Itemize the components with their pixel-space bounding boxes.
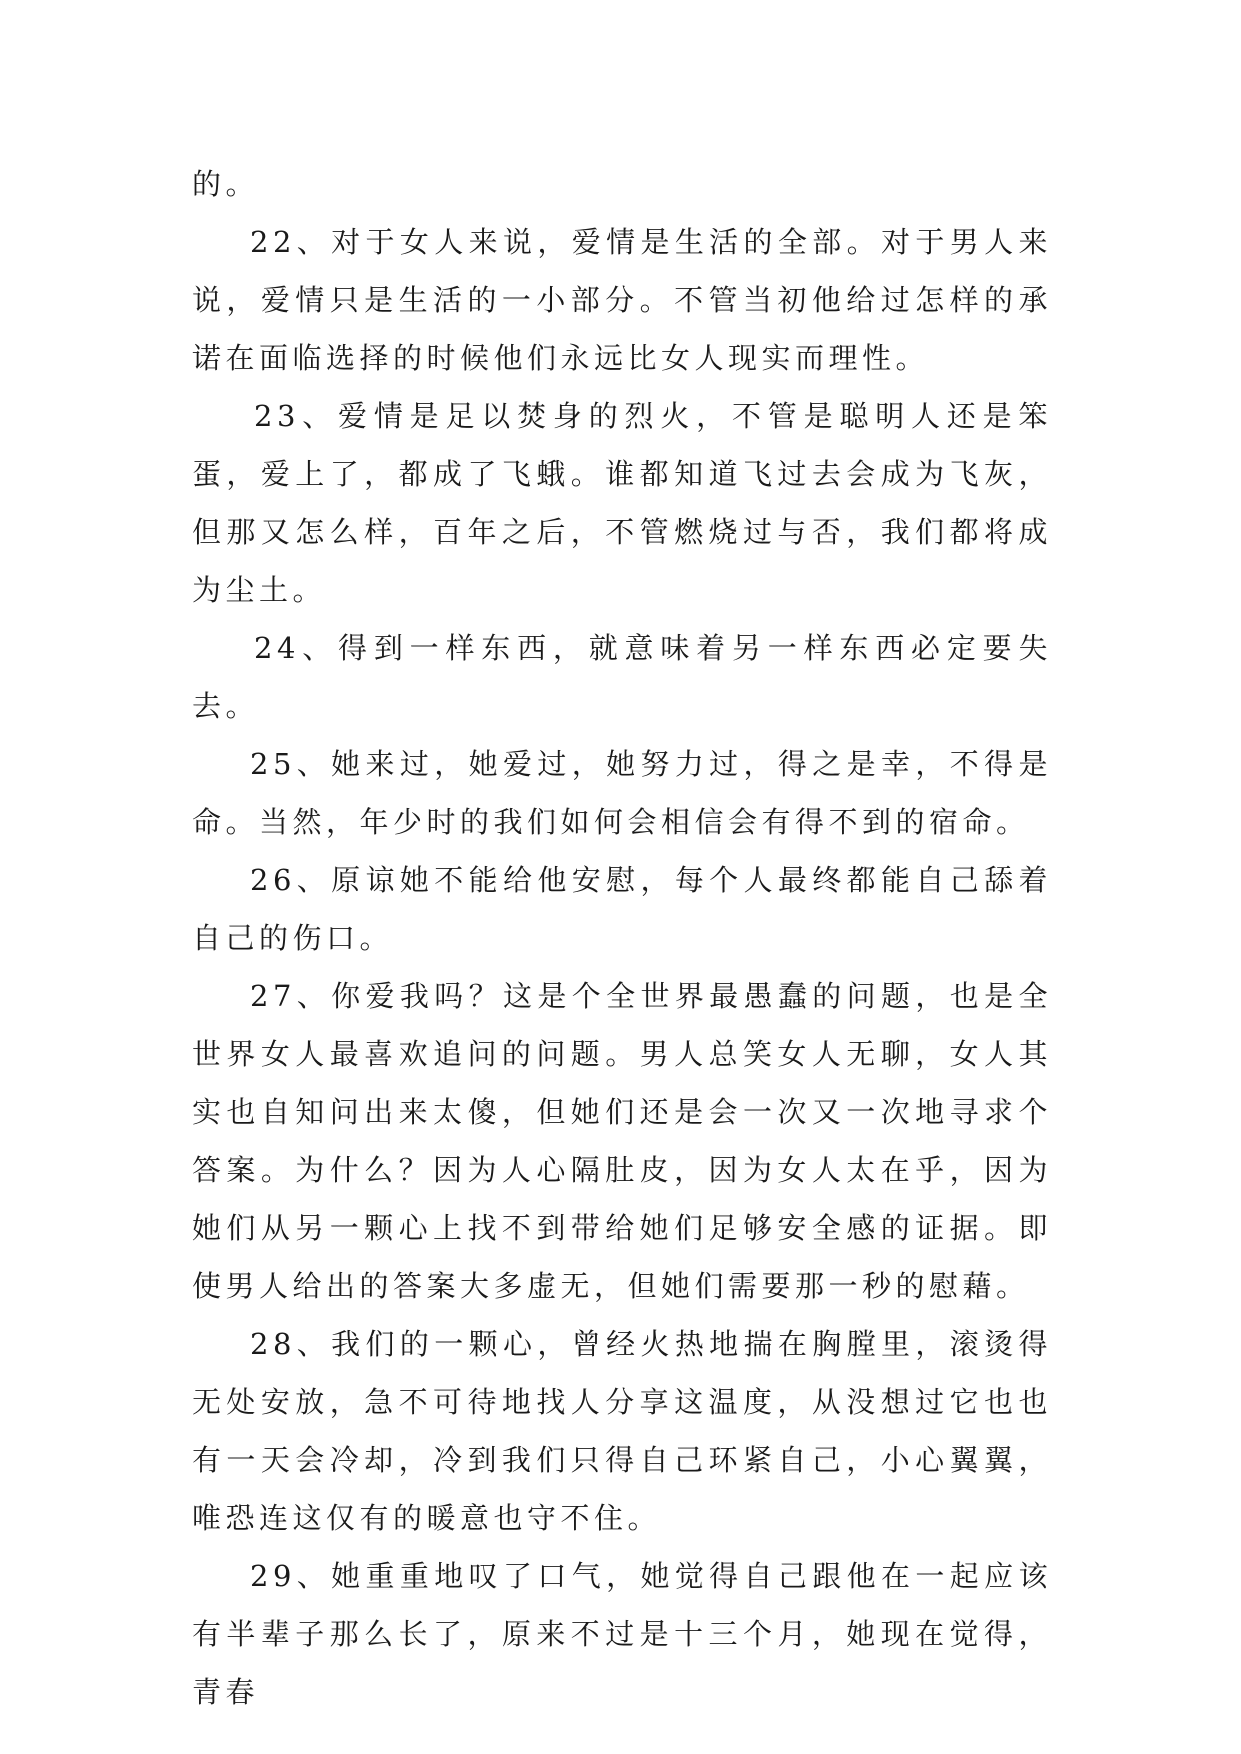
document-body (192, 155, 1052, 1721)
paragraph-29: 29、她重重地叹了口气，她觉得自己跟他在一起应该有半辈子那么长了，原来不过是十三个月，她现在觉得，青春 (192, 1559, 1052, 1709)
paragraph-21-tail: 的。 (192, 167, 260, 201)
paragraph-24: 24、得到一样东西，就意味着另一样东西必定要失去。 (192, 631, 1052, 723)
paragraph-28: 28、我们的一颗心，曾经火热地揣在胸膛里，滚烫得无处安放，急不可待地找人分享这温度，从没想过它也也有一天会冷却，冷到我们只得自己环紧自己，小心翼翼，唯恐连这仅有的暖意也守不住。 (192, 1327, 1052, 1535)
paragraph-22: 22、对于女人来说，爱情是生活的全部。对于男人来说，爱情只是生活的一小部分。不管当初他给过怎样的承诺在面临选择的时候他们永远比女人现实而理性。 (192, 225, 1052, 375)
paragraph-26: 26、原谅她不能给他安慰，每个人最终都能自己舔着自己的伤口。 (192, 863, 1052, 955)
paragraph-25: 25、她来过，她爱过，她努力过，得之是幸，不得是命。当然，年少时的我们如何会相信会有得不到的宿命。 (192, 747, 1052, 839)
paragraph-23: 23、爱情是足以焚身的烈火，不管是聪明人还是笨蛋，爱上了，都成了飞蛾。谁都知道飞过去会成为飞灰，但那又怎么样，百年之后，不管燃烧过与否，我们都将成为尘土。 (192, 399, 1052, 607)
paragraph-27: 27、你爱我吗？这是个全世界最愚蠢的问题，也是全世界女人最喜欢追问的问题。男人总笑女人无聊，女人其实也自知问出来太傻，但她们还是会一次又一次地寻求个答案。为什么？因为人心隔肚皮，因为女人太在乎，因为她们从另一颗心上找不到带给她们足够安全感的证据。即使男人给出的答案大多虚无，但她们需要那一秒的慰藉。 (192, 979, 1052, 1303)
